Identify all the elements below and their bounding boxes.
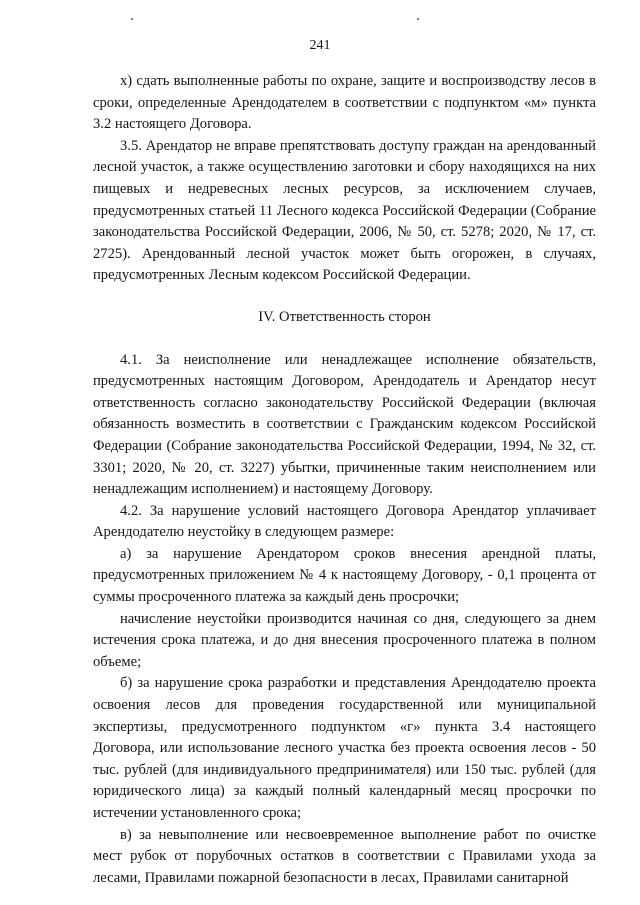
page-number: 241 — [309, 38, 331, 53]
paragraph-4-2-a: а) за нарушение Арендатором сроков внесения арендной платы, предусмотренных приложением № 4 к настоящему Договору, - 0,1 процента от суммы просроченного платежа за каждый день просрочки; — [93, 545, 596, 606]
paragraph-4-2-b: б) за нарушение срока разработки и представления Арендодателю проекта освоения лесов для проведения государственной или муниципальной экспертизы, предусмотренного подпунктом «г» пункта 3.4 настоящего Договора, или использование лесного участка без проекта освоения лесов - 50 тыс. рублей (для индивидуального предпринимателя) или 150 тыс. рублей (для юридического лица) за каждый полный календарный месяц просрочки по истечении установленного срока; — [93, 675, 596, 821]
paragraph-4-2-v: в) за невыполнение или несвоевременное выполнение работ по очистке мест рубок от порубочных остатков в соответствии с Правилами ухода за лесами, Правилами пожарной безопасности в лесах, Правилами санитарной — [93, 826, 596, 886]
scan-speck-left — [131, 18, 133, 20]
paragraph-4-1: 4.1. За неисполнение или ненадлежащее исполнение обязательств, предусмотренных настоящим Договором, Арендодатель и Арендатор несут ответственность согласно законодательству Российской Федерации (включая обязанность возместить в соответствии с Гражданским кодексом Российской Федерации (Собрание законодательства Российской Федерации, 1994, № 32, ст. 3301; 2020, № 20, ст. 3227) убытки, причиненные таким неисполнением или ненадлежащим исполнением) и настоящему Договору. — [93, 351, 596, 498]
section-heading: IV. Ответственность сторон — [258, 308, 431, 325]
paragraph-penalty-accrual: начисление неустойки производится начиная со дня, следующего за днем истечения срока платежа, и до дня внесения просроченного платежа в полном объеме; — [93, 610, 596, 670]
paragraph-4-2: 4.2. За нарушение условий настоящего Договора Арендатор уплачивает Арендодателю неустойку в следующем размере: — [93, 502, 596, 541]
document-body — [93, 71, 596, 889]
paragraph-item-x: х) сдать выполненные работы по охране, защите и воспроизводству лесов в сроки, определенные Арендодателем в соответствии с подпунктом «м» пункта 3.2 настоящего Договора. — [93, 73, 596, 133]
paragraph-3-5: 3.5. Арендатор не вправе препятствовать доступу граждан на арендованный лесной участок, а также осуществлению заготовки и сбору находящихся на них пищевых и недревесных лесных ресурсов, за исключением случаев, предусмотренных статьей 11 Лесного кодекса Российской Федерации (Собрание законодательства Российской Федерации, 2006, № 50, ст. 5278; 2020, № 17, ст. 2725). Арендованный лесной участок может быть огорожен, в случаях, предусмотренных Лесным кодексом Российской Федерации. — [93, 137, 596, 284]
scan-speck-right — [417, 18, 419, 20]
